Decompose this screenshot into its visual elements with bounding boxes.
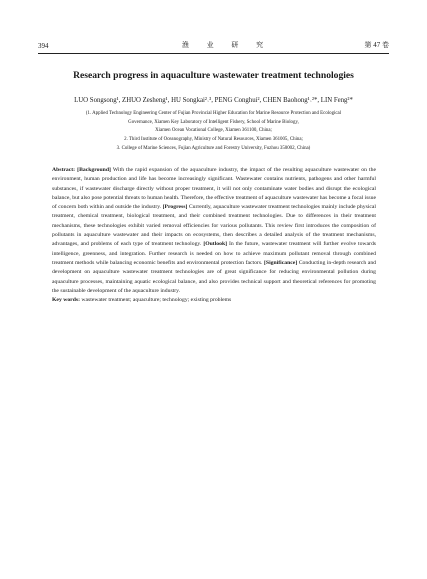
background-text: With the rapid expansion of the aquaculture industry, the impact of the resulting aquaculture wastewater on the environment, human production and life has become increasingly significant. Wastewater contains nutrients, pathogens and other harmful substances, if wastewater discharge directly without proper treatment, it will not only contaminate water bodies and disrupt the ecological balance, but also pose potential threats to human health. Therefore, the effective treatment of aquaculture wastewater has become a focal issue of concern both within and outside the industry. (52, 167, 377, 211)
background-tag: [Background] (77, 167, 111, 173)
outlook-text: In the future, wastewater treatment will further evolve towards intelligence, greenness, and integration. Further research is needed on how to achieve maximum pollutant removal through combined treatment methods while balancing economic benefits and environmental protection factors. (52, 241, 376, 266)
author-list: LUO Songsong¹, ZHUO Zesheng¹, HU Songkai²˒³, PENG Conghui², CHEN Baohong¹˒²*, LIN Feng²* (74, 97, 353, 104)
abstract-label: Abstract: (52, 167, 76, 173)
running-header (38, 40, 389, 54)
abstract (52, 166, 376, 305)
keywords-text: wastewater treatment; aquaculture; technology; existing problems (79, 297, 232, 304)
significance-text: Conducting in-depth research and development on aquaculture wastewater treatment technologies are of great significance for reducing environmental pollution during aquaculture processes, maintaining aquatic ecological balance, and also provides technical support and theoretical references for promoting the sustainable development of the aquaculture industry. (52, 259, 377, 294)
affiliation-line: Xiamen Ocean Vocational College, Xiamen 361100, China; (155, 128, 272, 134)
keywords (52, 296, 376, 305)
paper-title: Research progress in aquaculture wastewater treatment technologies (73, 70, 354, 81)
keywords-label: Key words: (52, 297, 80, 304)
outlook-tag: [Outlook] (203, 241, 228, 248)
significance-tag: [Significance] (264, 259, 298, 266)
affiliation-line: 2. Third Institute of Oceanography, Ministry of Natural Resources, Xiamen 361005, China; (124, 137, 303, 143)
page-number: 394 (38, 42, 49, 50)
affiliations (55, 110, 372, 154)
volume-number: 第 47 卷 (364, 41, 389, 49)
affiliation-line: Governance, Xiamen Key Laboratory of Intelligent Fishery, School of Marine Biology, (128, 119, 299, 125)
affiliation-line: 3. College of Marine Sciences, Fujian Agriculture and Forestry University, Fuzhou 350002, China) (116, 145, 311, 151)
affiliation-line: (1. Applied Technology Engineering Center of Fujian Provincial Higher Education for Marine Resource Protection and Ecological (85, 111, 342, 116)
journal-name: 渔 业 研 究 (181, 41, 272, 49)
progress-tag: [Progress] (162, 204, 188, 211)
progress-text: Currently, aquaculture wastewater treatment technologies mainly include physical treatment, chemical treatment, biological treatment, and their combined treatment technologies. Due to differences in their treatment mechanisms, these technologies exhibit varied removal efficiencies for various pollutants. This review first introduces the composition of pollutants in aquaculture wastewater and their impacts on ecosystems, then describes a detailed analysis of the treatment mechanisms, advantages, and problems of each type of treatment technology. (52, 204, 376, 248)
